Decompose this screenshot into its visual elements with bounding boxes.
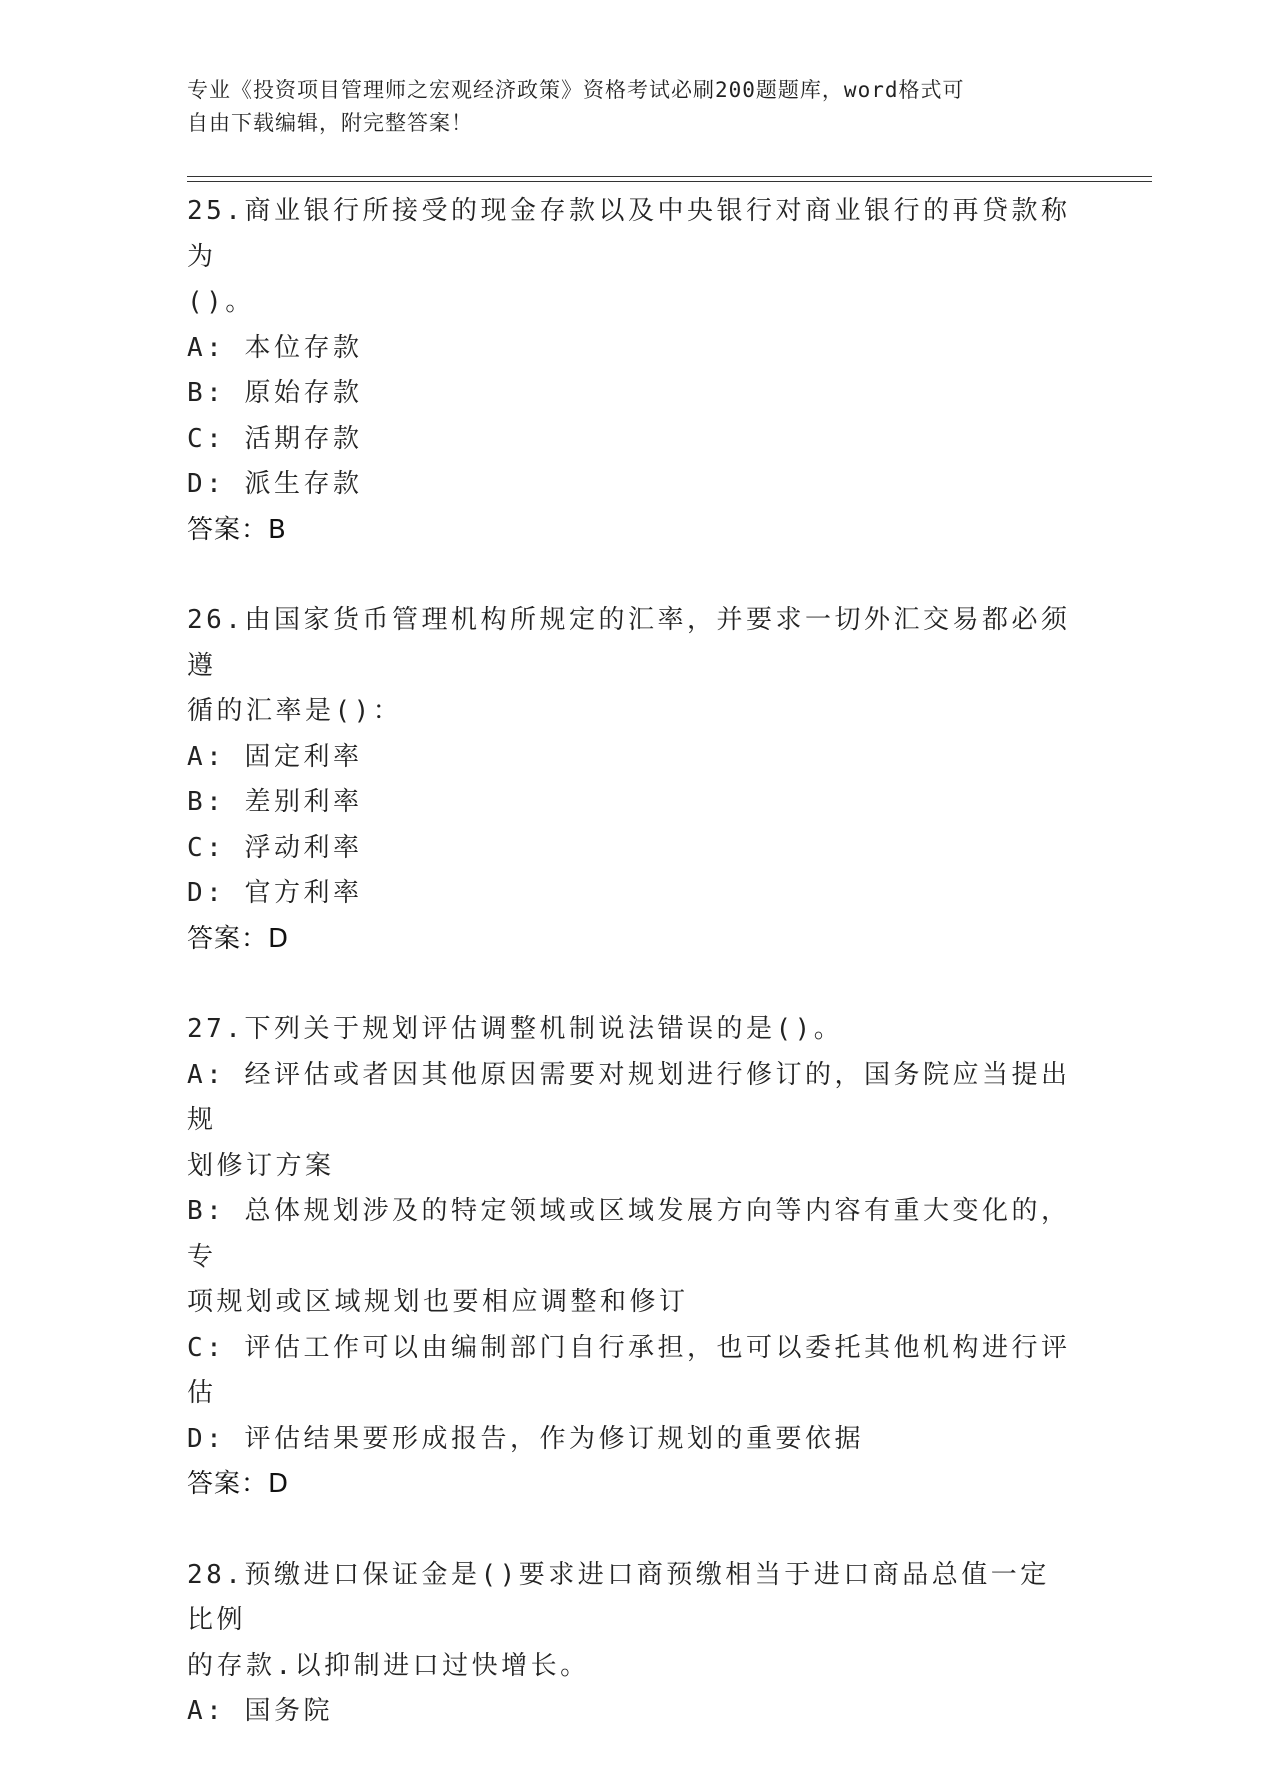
question-28 — [187, 1553, 1077, 1735]
option-c: C: 评估工作可以由编制部门自行承担，也可以委托其他机构进行评估 — [187, 1332, 1071, 1408]
option-a: A: 经评估或者因其他原因需要对规划进行修订的，国务院应当提出规 — [187, 1059, 1071, 1135]
header-line: 专业《投资项目管理师之宏观经济政策》资格考试必刷200题题库，word格式可 — [187, 78, 965, 102]
question-stem: 的存款.以抑制进口过快增长。 — [187, 1650, 590, 1681]
answer-line: 答案：D — [187, 1469, 290, 1499]
option-d: D: 派生存款 — [187, 469, 363, 499]
document-header — [187, 74, 1057, 140]
option-b: 项规划或区域规划也要相应调整和修订 — [187, 1287, 689, 1317]
option-c: C: 浮动利率 — [187, 832, 363, 863]
question-list — [187, 189, 1077, 1780]
question-stem: 28.预缴进口保证金是()要求进口商预缴相当于进口商品总值一定比例 — [187, 1559, 1050, 1635]
option-a: A: 固定利率 — [187, 741, 363, 772]
option-b: B: 差别利率 — [187, 787, 363, 817]
answer-line: 答案：D — [187, 923, 290, 954]
option-c: C: 活期存款 — [187, 423, 363, 454]
answer-line: 答案：B — [187, 514, 287, 545]
header-divider — [187, 181, 1152, 182]
option-b: B: 原始存款 — [187, 378, 363, 408]
option-d: D: 评估结果要形成报告，作为修订规划的重要依据 — [187, 1423, 864, 1454]
question-25 — [187, 189, 1077, 553]
header-line: 自由下载编辑，附完整答案！ — [187, 111, 473, 135]
question-stem: 27.下列关于规划评估调整机制说法错误的是()。 — [187, 1014, 844, 1044]
option-a: A: 本位存款 — [187, 332, 363, 363]
header-divider — [187, 176, 1152, 177]
option-a: 划修订方案 — [187, 1150, 335, 1181]
question-stem: ()。 — [187, 287, 255, 317]
option-d: D: 官方利率 — [187, 878, 363, 908]
question-26 — [187, 598, 1077, 962]
question-stem: 循的汇率是()： — [187, 696, 403, 726]
option-b: B: 总体规划涉及的特定领域或区域发展方向等内容有重大变化的，专 — [187, 1196, 1071, 1272]
question-27 — [187, 1007, 1077, 1508]
option-a: A: 国务院 — [187, 1696, 333, 1726]
question-stem: 25.商业银行所接受的现金存款以及中央银行对商业银行的再贷款称为 — [187, 196, 1071, 272]
question-stem: 26.由国家货币管理机构所规定的汇率，并要求一切外汇交易都必须遵 — [187, 605, 1071, 681]
